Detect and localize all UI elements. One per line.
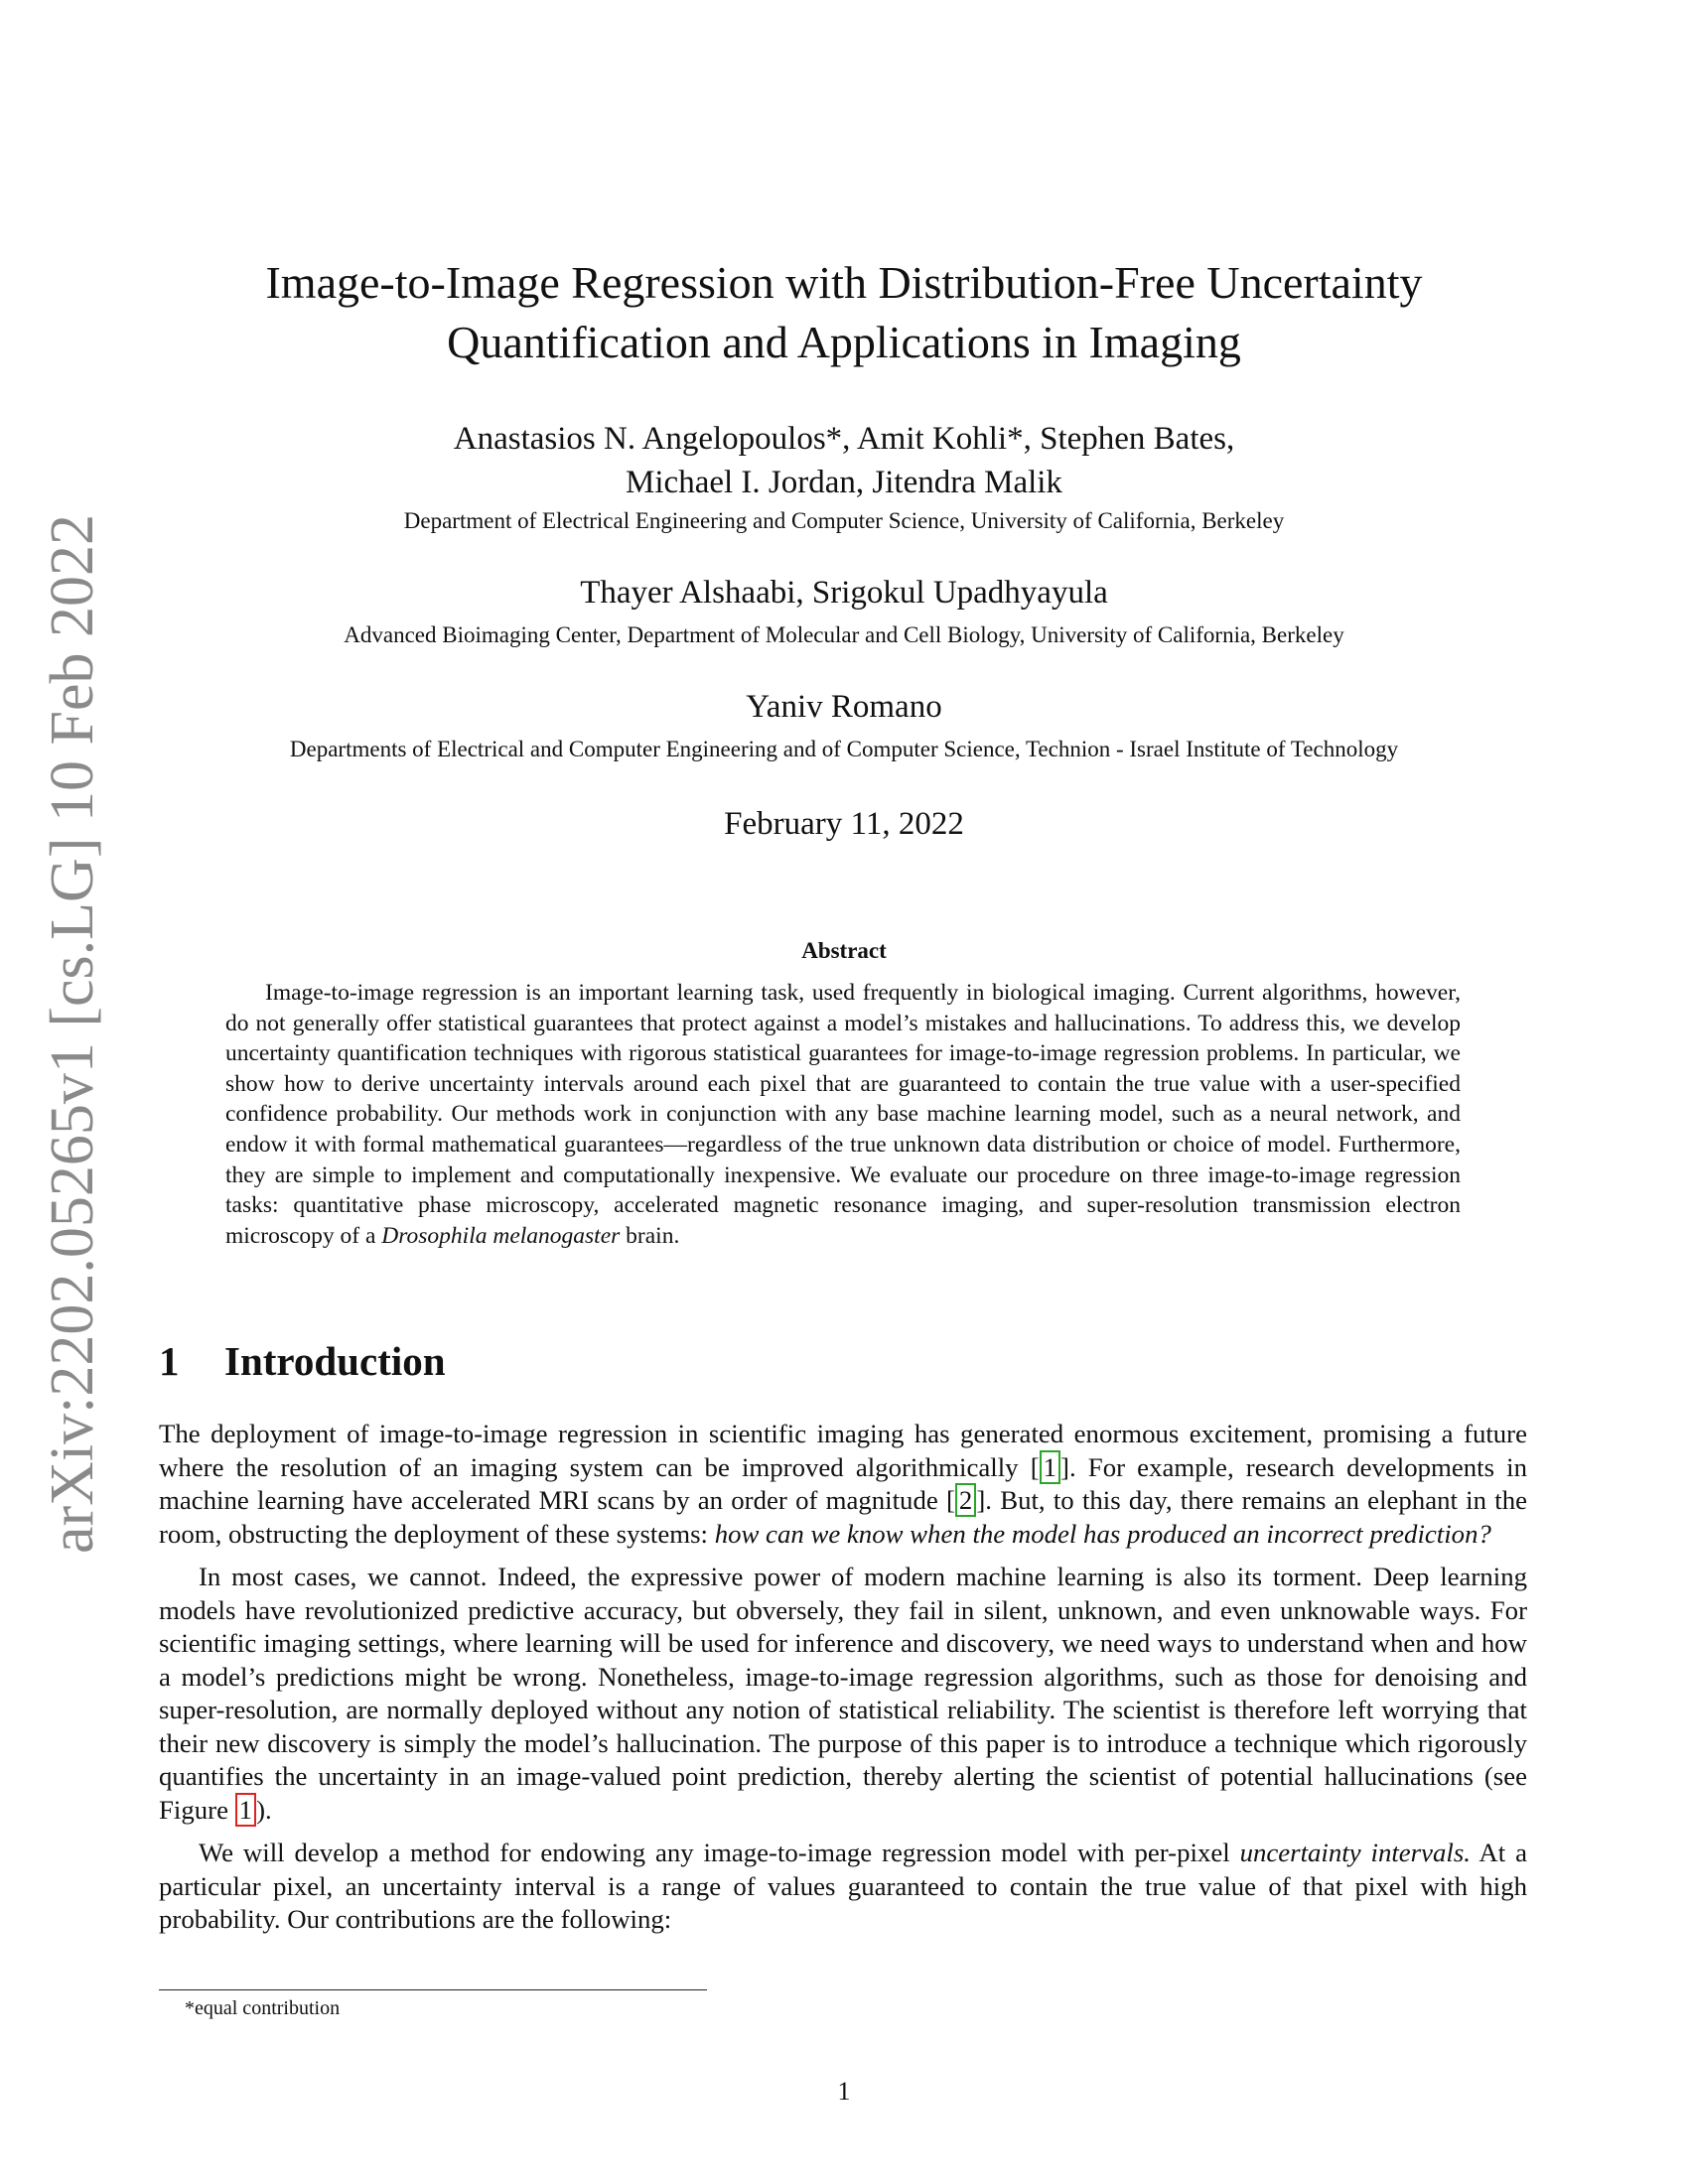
p3-text-a: We will develop a method for endowing any image-to-image regression model with per-pixel: [199, 1838, 1230, 1867]
abstract-species: Drosophila melanogaster: [381, 1222, 621, 1249]
figure-1-link[interactable]: 1: [235, 1793, 256, 1827]
p1-text-b: . For example, research developments in machine learning have accelerated MRI scans by an order of magnitude: [159, 1451, 1527, 1515]
p1-text-a: The deployment of image-to-image regression in scientific imaging has generated enormous excitement, promising a future where the resolution of an imaging system can be improved algorithmically: [159, 1419, 1527, 1482]
title-line-1: Image-to-Image Regression with Distribution-Free Uncertainty: [265, 257, 1423, 308]
p3-italic: uncertainty intervals.: [1239, 1838, 1471, 1867]
abstract-heading: Abstract: [801, 938, 887, 963]
section-title: Introduction: [224, 1338, 446, 1384]
section-heading: [159, 1337, 446, 1385]
paper-date: February 11, 2022: [724, 806, 964, 842]
paragraph-3: [159, 1837, 1527, 1937]
paper-title: [0, 253, 1688, 372]
affiliation-1: Department of Electrical Engineering and Computer Science, University of California, Berkeley: [403, 508, 1285, 533]
intro-body: [159, 1418, 1527, 1947]
p2-text-a: In most cases, we cannot. Indeed, the expressive power of modern machine learning is also its torment. Deep learning models have revolutionized predictive accuracy, but obversely, they fail in silent, unknown, and even unknowable ways. For scientific imaging settings, where learning will be used for inference and discovery, we need ways to understand when and how a model’s predictions might be wrong. Nonetheless, image-to-image regression algorithms, such as those for denoising and super-resolution, are normally deployed without any notion of statistical reliability. The scientist is therefore left worrying that their new discovery is simply the model’s hallucination. The purpose of this paper is to introduce a technique which rigorously quantifies the uncertainty in an image-valued point prediction, thereby alerting the scientist of potential hallucinations (see Figure: [159, 1562, 1527, 1825]
authors-line-2: Michael I. Jordan, Jitendra Malik: [626, 465, 1062, 500]
paragraph-1: The deployment of image-to-image regression in scientific imaging has generated enormous excitement, promising a future where the resolution of an imaging system can be improved algorithmically [ 1 ]. For example, research developments in machine learning have accelerated MRI scans by an order of magnitude [ 2 ]. But, to this day, there remains an elephant in the room, obstructing the deployment of these systems: how can we know when the model has produced an incorrect prediction?: [159, 1419, 1528, 1549]
citation-1-link[interactable]: 1: [1040, 1450, 1060, 1484]
author-group-2: Thayer Alshaabi, Srigokul Upadhyayula: [580, 575, 1108, 611]
citation-2-link[interactable]: 2: [955, 1483, 976, 1517]
p2-text-b: ).: [256, 1794, 272, 1825]
footnote-rule: [159, 1989, 707, 1990]
abstract-text: [225, 978, 1461, 1251]
p3-text-b: At a particular pixel, an uncertainty interval is a range of values guaranteed to contain the true value of that pixel with high probability. Our contributions are the following:: [159, 1838, 1527, 1934]
arxiv-side-label: arXiv:2202.05265v1 [cs.LG] 10 Feb 2022: [39, 514, 106, 1554]
section-number: 1: [159, 1338, 180, 1384]
affiliation-2: Advanced Bioimaging Center, Department of Molecular and Cell Biology, University of California, Berkeley: [344, 622, 1344, 647]
author-group-1: [0, 417, 1688, 504]
affiliation-3: Departments of Electrical and Computer Engineering and of Computer Science, Technion - Israel Institute of Technology: [289, 737, 1399, 761]
authors-line-1: Anastasios N. Angelopoulos*, Amit Kohli*, Stephen Bates,: [453, 421, 1235, 457]
abstract-body: Image-to-image regression is an important learning task, used frequently in biological imaging. Current algorithms, however, do not generally offer statistical guarantees that protect against a model’s mistakes and hallucinations. To address this, we develop uncertainty quantification techniques with rigorous statistical guarantees for image-to-image regression problems. In particular, we show how to derive uncertainty intervals around each pixel that are guaranteed to contain the true value with a user-specified confidence probability. Our methods work in conjunction with any base machine learning model, such as a neural network, and endow it with formal mathematical guarantees—regardless of the true unknown data distribution or choice of model. Furthermore, they are simple to implement and computationally inexpensive. We evaluate our procedure on three image-to-image regression tasks: quantitative phase microscopy, accelerated magnetic resonance imaging, and super-resolution transmission electron microscopy of a: [225, 980, 1461, 1249]
p1-text-c: . But, to this day, there remains an elephant in the room, obstructing the deployment of these systems:: [159, 1485, 1528, 1549]
abstract-end: brain.: [626, 1222, 680, 1249]
footnote: *equal contribution: [185, 1997, 341, 2019]
page-number: 1: [837, 2077, 851, 2106]
author-group-3: Yaniv Romano: [746, 689, 942, 725]
title-line-2: Quantification and Applications in Imaging: [447, 317, 1241, 367]
p1-italic: how can we know when the model has produced an incorrect prediction?: [714, 1518, 1491, 1549]
paragraph-2: [159, 1561, 1527, 1827]
